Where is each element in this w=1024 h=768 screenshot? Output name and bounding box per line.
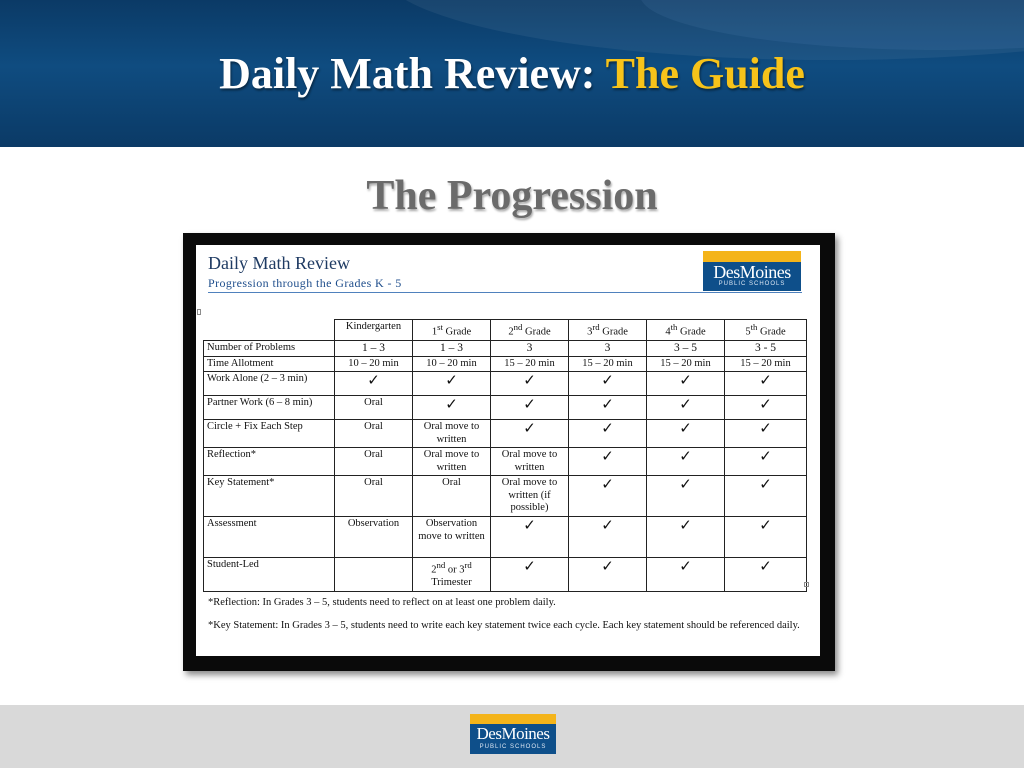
cell-grade-4: 15 – 20 min <box>647 356 725 372</box>
cell-kindergarten: Observation <box>335 517 413 558</box>
cell-grade-1 <box>413 396 491 420</box>
cell-kindergarten: Oral <box>335 420 413 448</box>
footnote-reflection: *Reflection: In Grades 3 – 5, students need to reflect on at least one problem daily. <box>208 597 556 608</box>
table-row <box>204 517 807 558</box>
column-header-kindergarten: Kindergarten <box>335 320 413 341</box>
checkmark-icon: ✓ <box>601 447 614 465</box>
checkmark-icon: ✓ <box>679 557 692 575</box>
cell-grade-3 <box>569 448 647 476</box>
cell-grade-3 <box>569 396 647 420</box>
checkmark-icon: ✓ <box>679 447 692 465</box>
cell-grade-1: Oral move to written <box>413 420 491 448</box>
table-anchor-handle <box>197 309 201 315</box>
cell-kindergarten: Oral <box>335 476 413 517</box>
checkmark-icon: ✓ <box>601 475 614 493</box>
cell-kindergarten <box>335 372 413 396</box>
cell-grade-5 <box>725 517 807 558</box>
row-label: Time Allotment <box>204 356 335 372</box>
cell-grade-4: 3 – 5 <box>647 341 725 357</box>
checkmark-icon: ✓ <box>679 419 692 437</box>
row-label: Circle + Fix Each Step <box>204 420 335 448</box>
checkmark-icon: ✓ <box>367 371 380 389</box>
cell-grade-2: Oral move to written (if possible) <box>491 476 569 517</box>
table-row <box>204 476 807 517</box>
table-resize-handle <box>804 582 809 587</box>
cell-grade-1: Oral move to written <box>413 448 491 476</box>
column-header-grade-1: 1st Grade <box>413 320 491 341</box>
checkmark-icon: ✓ <box>601 516 614 534</box>
cell-grade-1: 2nd or 3rd Trimester <box>413 558 491 592</box>
row-label: Student-Led <box>204 558 335 592</box>
cell-grade-3 <box>569 517 647 558</box>
cell-grade-4 <box>647 517 725 558</box>
document-image-frame <box>183 233 835 671</box>
column-header-grade-3: 3rd Grade <box>569 320 647 341</box>
checkmark-icon: ✓ <box>523 371 536 389</box>
row-label: Partner Work (6 – 8 min) <box>204 396 335 420</box>
table-row <box>204 372 807 396</box>
des-moines-logo <box>703 251 801 291</box>
cell-grade-2: 3 <box>491 341 569 357</box>
cell-grade-5 <box>725 558 807 592</box>
cell-grade-2 <box>491 396 569 420</box>
footer-bar <box>0 705 1024 768</box>
table-row <box>204 356 807 372</box>
checkmark-icon: ✓ <box>601 395 614 413</box>
checkmark-icon: ✓ <box>759 557 772 575</box>
progression-table <box>203 319 807 592</box>
document-page <box>196 245 820 656</box>
cell-grade-4 <box>647 476 725 517</box>
table-body <box>204 341 807 592</box>
cell-grade-4 <box>647 558 725 592</box>
checkmark-icon: ✓ <box>601 371 614 389</box>
checkmark-icon: ✓ <box>523 395 536 413</box>
slide-title <box>0 48 1024 99</box>
cell-grade-3: 15 – 20 min <box>569 356 647 372</box>
logo-name: DesMoines <box>713 262 791 282</box>
column-header-grade-5: 5th Grade <box>725 320 807 341</box>
cell-grade-3 <box>569 420 647 448</box>
cell-kindergarten <box>335 558 413 592</box>
cell-grade-5 <box>725 372 807 396</box>
footnote-key-statement: *Key Statement: In Grades 3 – 5, students need to write each key statement twice each cycle. Each key statement should be referenced daily. <box>208 620 800 631</box>
table-row <box>204 341 807 357</box>
cell-kindergarten: Oral <box>335 448 413 476</box>
checkmark-icon: ✓ <box>601 557 614 575</box>
checkmark-icon: ✓ <box>445 371 458 389</box>
row-label: Number of Problems <box>204 341 335 357</box>
logo-stripe <box>470 714 556 724</box>
document-title: Daily Math Review <box>208 253 350 273</box>
table-header-row <box>204 320 807 341</box>
checkmark-icon: ✓ <box>523 516 536 534</box>
cell-grade-1: Observation move to written <box>413 517 491 558</box>
document-title-rule <box>208 292 802 293</box>
slide-title-accent: The Guide <box>605 49 805 98</box>
des-moines-logo <box>470 714 556 754</box>
table-row <box>204 396 807 420</box>
cell-grade-4 <box>647 448 725 476</box>
cell-grade-5 <box>725 448 807 476</box>
cell-grade-5: 15 – 20 min <box>725 356 807 372</box>
checkmark-icon: ✓ <box>679 395 692 413</box>
cell-grade-3 <box>569 476 647 517</box>
checkmark-icon: ✓ <box>679 516 692 534</box>
checkmark-icon: ✓ <box>601 419 614 437</box>
table-row <box>204 420 807 448</box>
cell-grade-4 <box>647 396 725 420</box>
cell-grade-5 <box>725 396 807 420</box>
cell-grade-4 <box>647 372 725 396</box>
cell-grade-4 <box>647 420 725 448</box>
cell-grade-3 <box>569 372 647 396</box>
checkmark-icon: ✓ <box>523 557 536 575</box>
checkmark-icon: ✓ <box>759 419 772 437</box>
cell-grade-5 <box>725 420 807 448</box>
cell-grade-2 <box>491 517 569 558</box>
cell-grade-2 <box>491 372 569 396</box>
checkmark-icon: ✓ <box>759 516 772 534</box>
cell-grade-2 <box>491 420 569 448</box>
slide-subtitle: The Progression <box>366 173 658 219</box>
table-row <box>204 448 807 476</box>
checkmark-icon: ✓ <box>759 447 772 465</box>
logo-subtext: PUBLIC SCHOOLS <box>718 281 786 287</box>
row-label: Work Alone (2 – 3 min) <box>204 372 335 396</box>
column-header-grade-4: 4th Grade <box>647 320 725 341</box>
checkmark-icon: ✓ <box>679 475 692 493</box>
cell-grade-5 <box>725 476 807 517</box>
row-label: Assessment <box>204 517 335 558</box>
checkmark-icon: ✓ <box>759 475 772 493</box>
cell-grade-1: 10 – 20 min <box>413 356 491 372</box>
cell-grade-5: 3 - 5 <box>725 341 807 357</box>
column-header-grade-2: 2nd Grade <box>491 320 569 341</box>
cell-kindergarten: Oral <box>335 396 413 420</box>
cell-grade-2 <box>491 558 569 592</box>
row-label: Reflection* <box>204 448 335 476</box>
cell-grade-1: Oral <box>413 476 491 517</box>
cell-kindergarten: 10 – 20 min <box>335 356 413 372</box>
cell-grade-3: 3 <box>569 341 647 357</box>
document-subtitle: Progression through the Grades K - 5 <box>208 276 402 290</box>
checkmark-icon: ✓ <box>759 395 772 413</box>
row-label: Key Statement* <box>204 476 335 517</box>
cell-grade-2: 15 – 20 min <box>491 356 569 372</box>
checkmark-icon: ✓ <box>679 371 692 389</box>
cell-grade-3 <box>569 558 647 592</box>
checkmark-icon: ✓ <box>445 395 458 413</box>
cell-grade-2: Oral move to written <box>491 448 569 476</box>
logo-subtext: PUBLIC SCHOOLS <box>479 744 547 750</box>
cell-kindergarten: 1 – 3 <box>335 341 413 357</box>
checkmark-icon: ✓ <box>759 371 772 389</box>
checkmark-icon: ✓ <box>523 419 536 437</box>
header-banner <box>0 0 1024 147</box>
cell-grade-1: 1 – 3 <box>413 341 491 357</box>
logo-name: DesMoines <box>476 724 550 743</box>
slide-title-main: Daily Math Review: <box>219 49 606 98</box>
cell-grade-1 <box>413 372 491 396</box>
logo-stripe <box>703 251 801 262</box>
table-corner-cell <box>204 320 335 341</box>
table-row <box>204 558 807 592</box>
